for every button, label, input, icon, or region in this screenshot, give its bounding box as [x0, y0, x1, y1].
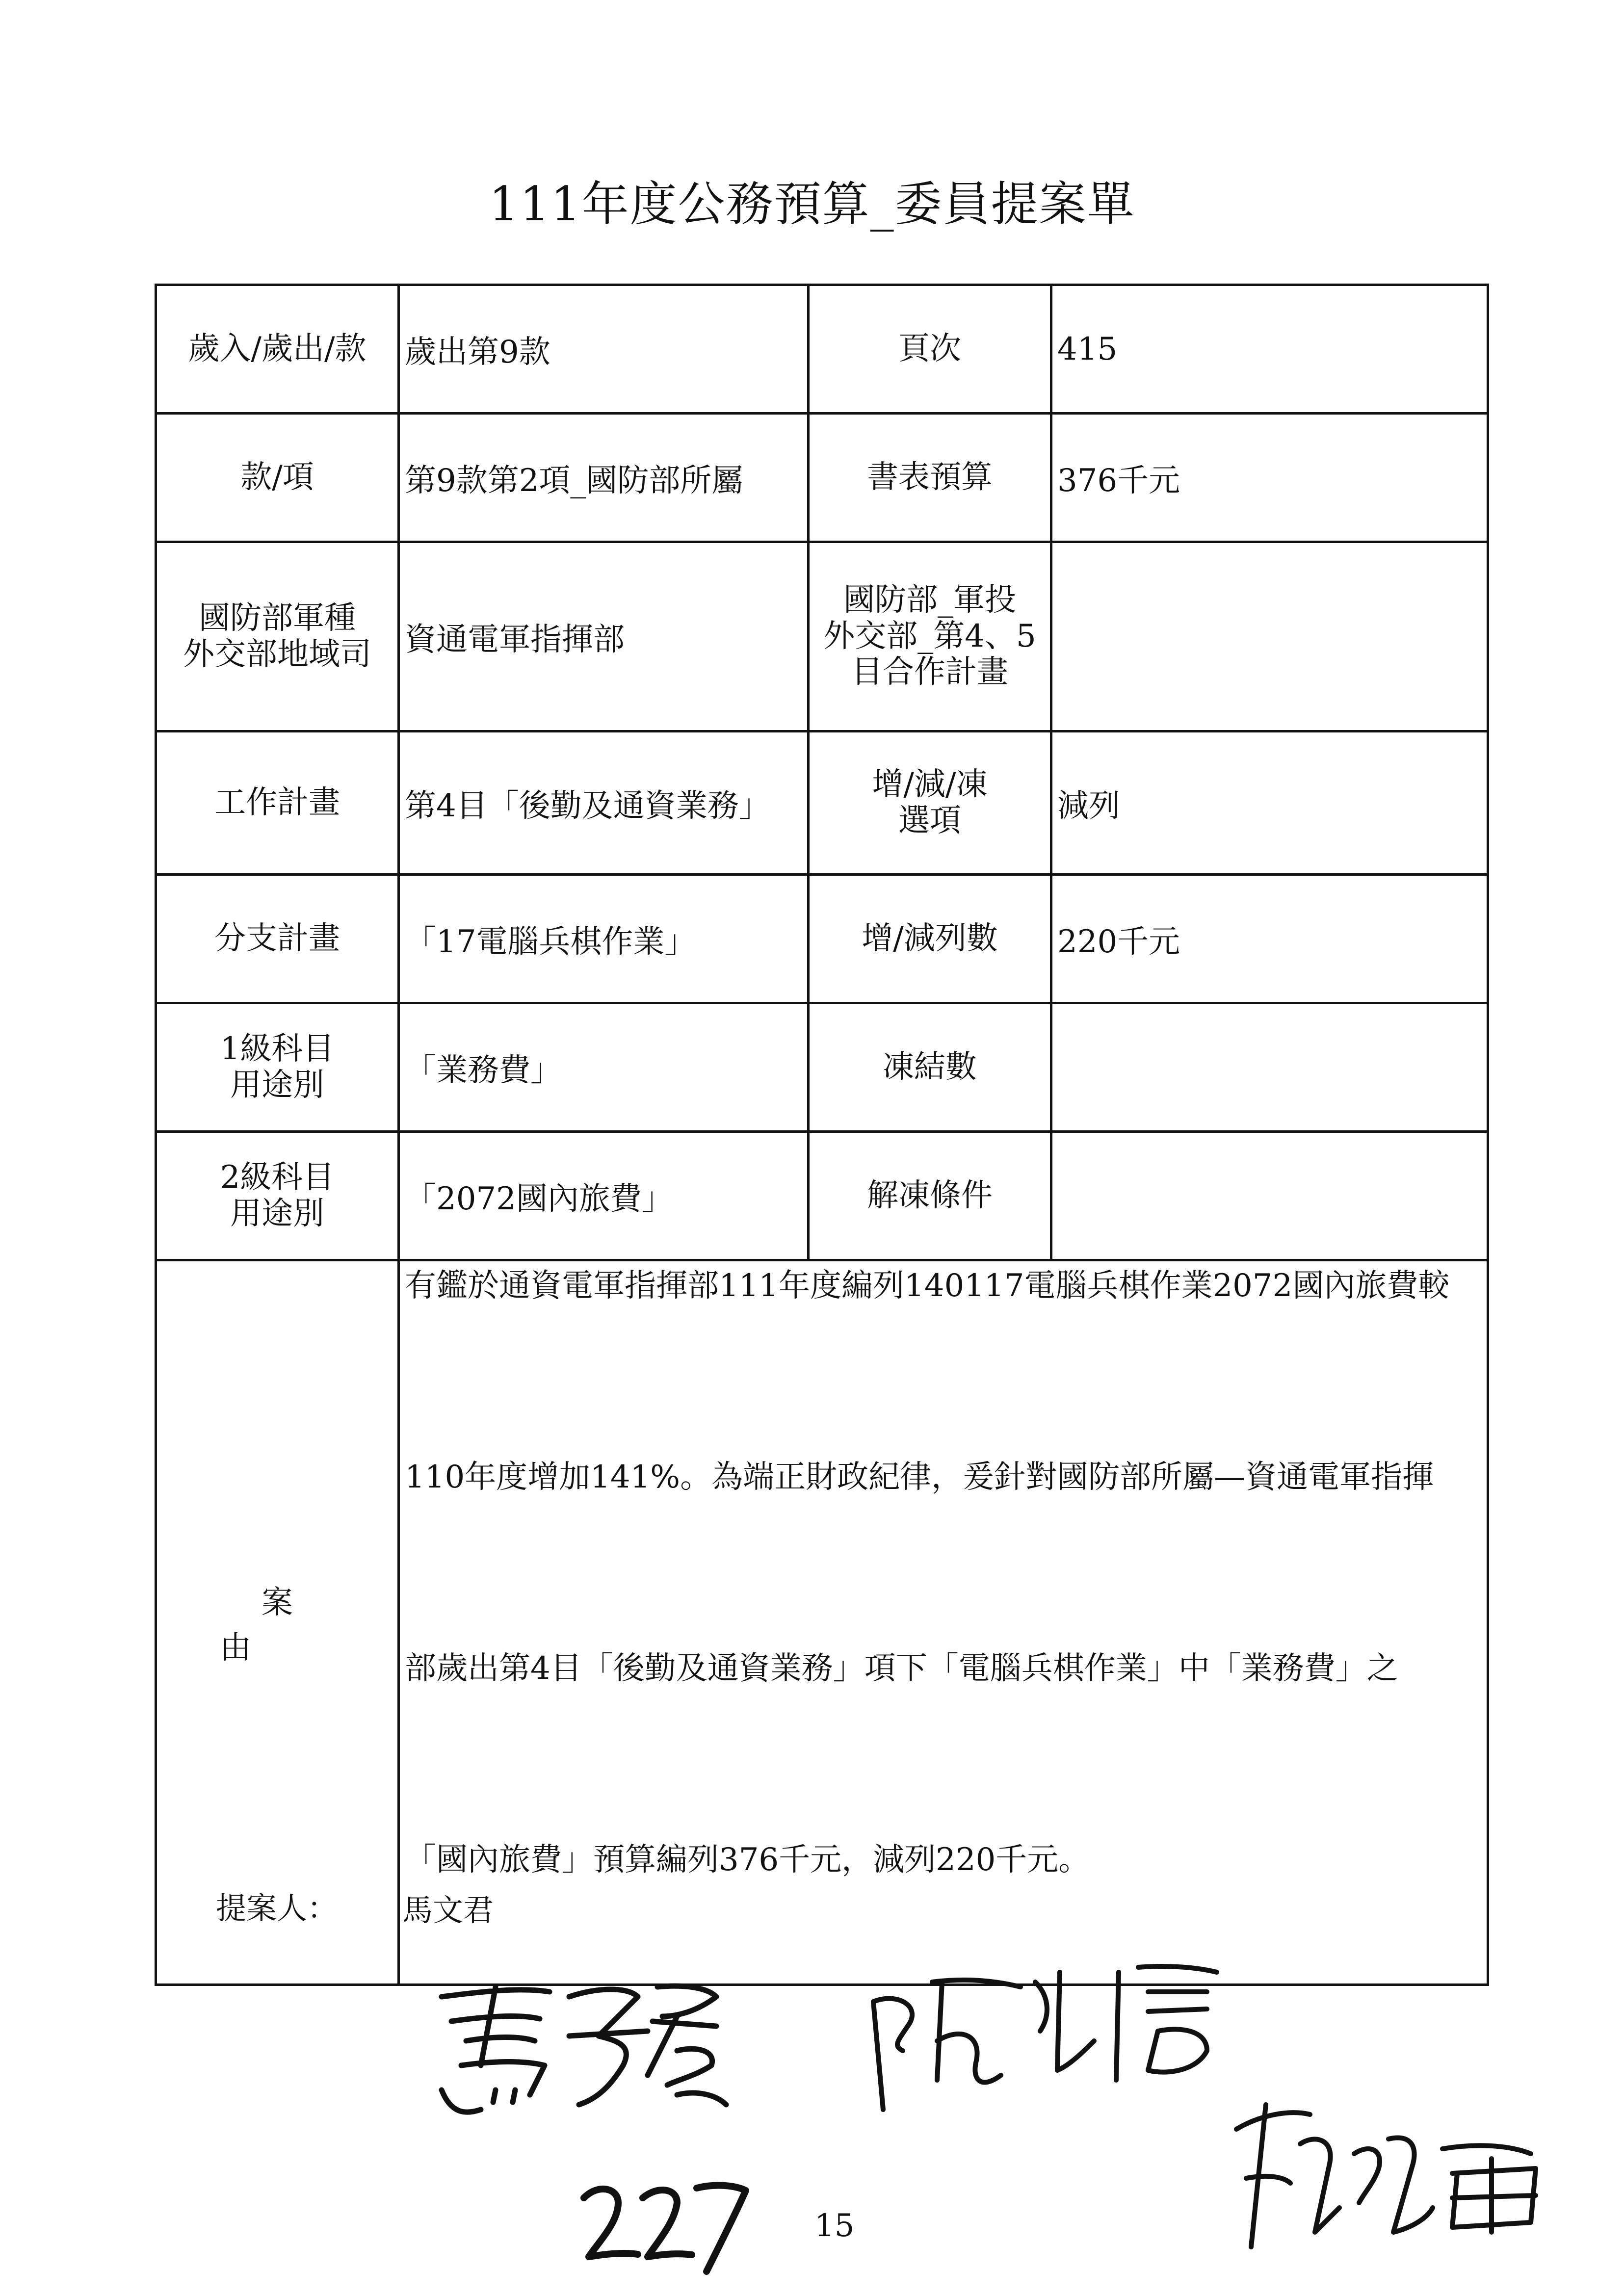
row-label-line: 書表預算 [867, 459, 993, 496]
row-label-2 [809, 414, 1051, 542]
reason-line: 「國內旅費」預算編列376千元，減列220千元。 [405, 1842, 1090, 1878]
row-label-line: 外交部_第4、5 [823, 618, 1036, 654]
form-row [156, 285, 1488, 414]
signature-4 [574, 2168, 760, 2276]
row-label-line: 凍結數 [883, 1048, 977, 1085]
form-row [156, 414, 1488, 542]
row-label-line: 用途別 [230, 1067, 324, 1103]
row-label-line: 增/減列數 [862, 920, 998, 957]
row-label-line: 分支計畫 [214, 920, 340, 957]
form-row [156, 542, 1488, 731]
row-label [156, 731, 399, 875]
proposer-name: 馬文君 [402, 1892, 494, 1928]
row-label-line: 用途別 [230, 1195, 324, 1232]
row-label [156, 414, 399, 542]
reason-line: 110年度增加141%。為端正財政紀律，爰針對國防部所屬—資通電軍指揮 [405, 1459, 1434, 1495]
row-value-2: 減列 [1051, 731, 1488, 875]
row-label [156, 1132, 399, 1260]
reason-label [156, 1260, 399, 1985]
row-label-line: 目合作計畫 [851, 654, 1008, 691]
form-row [156, 1132, 1488, 1260]
row-label [156, 875, 399, 1003]
row-value-2: 415 [1051, 285, 1488, 414]
proposer-label: 提案人： [216, 1890, 338, 1926]
row-value-2 [1051, 1132, 1488, 1260]
row-label-line: 款/項 [240, 459, 314, 496]
row-label-line: 解凍條件 [867, 1177, 993, 1214]
row-label [156, 285, 399, 414]
signature-3 [1217, 2085, 1570, 2271]
row-value: 第9款第2項_國防部所屬 [399, 414, 809, 542]
row-value: 「17電腦兵棋作業」 [399, 875, 809, 1003]
row-label-line: 國防部_軍投 [843, 582, 1016, 619]
row-label-2 [809, 285, 1051, 414]
row-value: 「2072國內旅費」 [399, 1132, 809, 1260]
row-label-2 [809, 1132, 1051, 1260]
proposal-form-table [155, 284, 1489, 1986]
row-label-line: 1級科目 [220, 1030, 335, 1067]
row-value: 第4目「後勤及通資業務」 [399, 731, 809, 875]
page-number: 15 [814, 2208, 855, 2244]
signature-2 [864, 1953, 1256, 2124]
row-value: 「業務費」 [399, 1003, 809, 1132]
row-label-line: 外交部地域司 [183, 636, 371, 673]
row-label-2 [809, 875, 1051, 1003]
row-label-line: 選項 [898, 802, 961, 839]
form-row [156, 1003, 1488, 1132]
row-label [156, 542, 399, 731]
row-label [156, 1003, 399, 1132]
reason-label-text: 案由 [220, 1585, 376, 1666]
row-value-2 [1051, 1003, 1488, 1132]
row-value-2 [1051, 542, 1488, 731]
row-label-line: 工作計畫 [214, 784, 340, 821]
row-value: 歲出第9款 [399, 285, 809, 414]
row-label-line: 增/減/凍 [872, 766, 988, 803]
row-value: 資通電軍指揮部 [399, 542, 809, 731]
row-label-2 [809, 542, 1051, 731]
page-title: 111年度公務預算_委員提案單 [489, 177, 1135, 232]
row-label-line: 國防部軍種 [199, 600, 356, 636]
form-row [156, 731, 1488, 875]
row-label-line: 2級科目 [220, 1159, 335, 1196]
row-label-line: 頁次 [898, 330, 961, 367]
row-label-line: 歲入/歲出/款 [188, 330, 367, 367]
form-row [156, 875, 1488, 1003]
row-label-2 [809, 731, 1051, 875]
row-value-2: 220千元 [1051, 875, 1488, 1003]
reason-text [399, 1260, 1488, 1985]
reason-row [156, 1260, 1488, 1985]
row-label-2 [809, 1003, 1051, 1132]
reason-line: 有鑑於通資電軍指揮部111年度編列140117電腦兵棋作業2072國內旅費較 [405, 1268, 1450, 1304]
reason-line: 部歲出第4目「後勤及通資業務」項下「電腦兵棋作業」中「業務費」之 [405, 1650, 1398, 1687]
signature-1 [422, 1967, 736, 2124]
row-value-2: 376千元 [1051, 414, 1488, 542]
